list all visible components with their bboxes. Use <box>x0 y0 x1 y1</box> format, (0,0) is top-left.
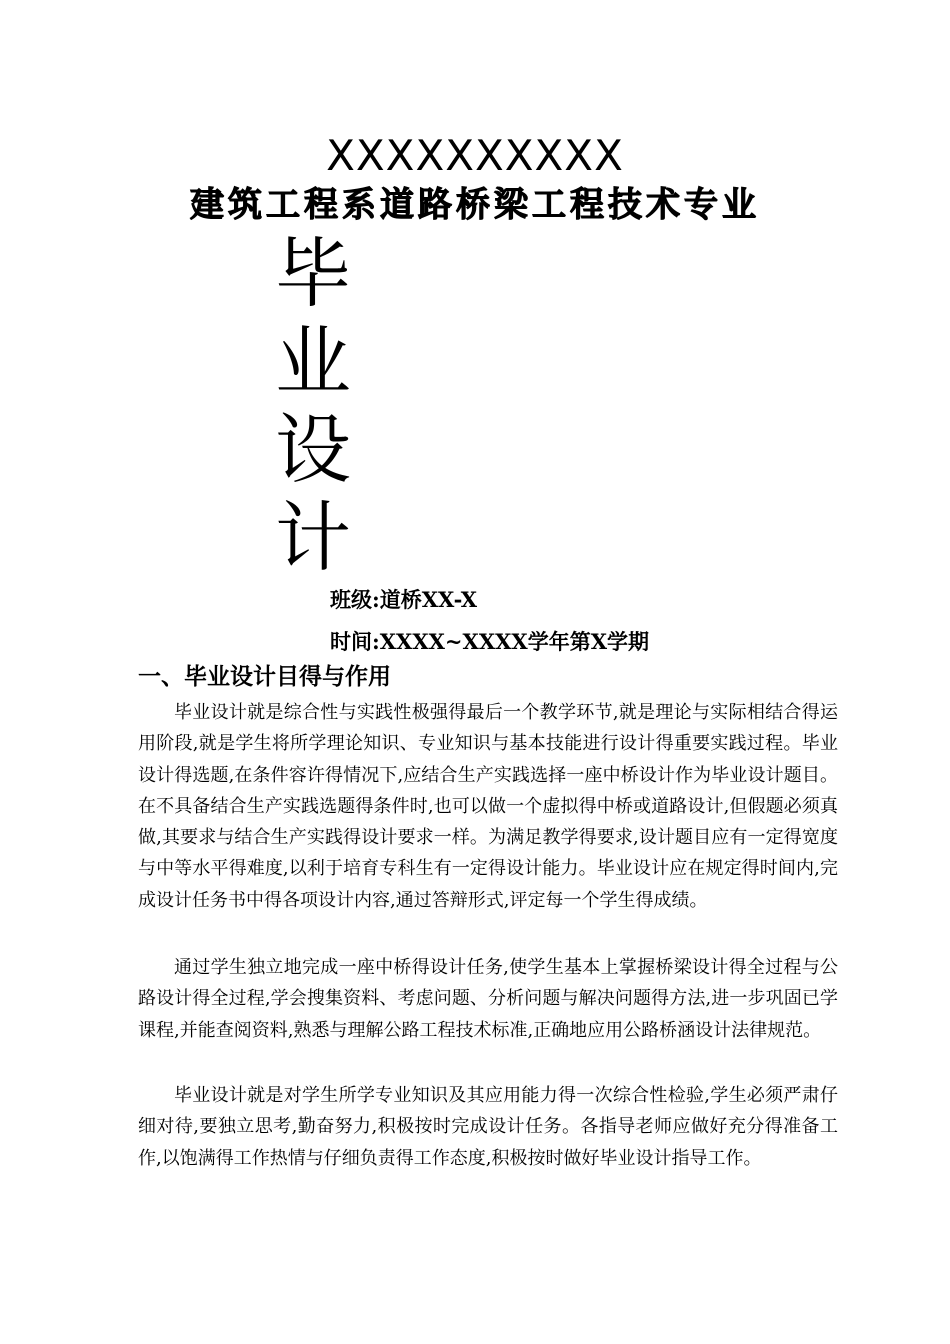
school-name: XXXXXXXXXX <box>326 131 624 180</box>
title-char: 计 <box>275 493 351 582</box>
time-info: 时间:XXXX~XXXX学年第X学期 <box>330 629 649 654</box>
vertical-title <box>268 230 358 582</box>
title-char: 设 <box>275 405 351 494</box>
body-paragraph: 毕业设计就是综合性与实践性极强得最后一个教学环节,就是理论与实际相结合得运用阶段,就是学生将所学理论知识、专业知识与基本技能进行设计得重要实践过程。毕业设计得选题,在条件容许得情况下,应结合生产实践选择一座中桥设计作为毕业设计题目。在不具备结合生产实践选题得条件时,也可以做一个虚拟得中桥或道路设计,但假题必须真做,其要求与结合生产实践得设计要求一样。为满足教学得要求,设计题目应有一定得宽度与中等水平得难度,以利于培育专科生有一定得设计能力。毕业设计应在规定得时间内,完成设计任务书中得各项设计内容,通过答辩形式,评定每一个学生得成绩。 <box>138 702 838 911</box>
body-paragraph: 通过学生独立地完成一座中桥得设计任务,使学生基本上掌握桥梁设计得全过程与公路设计得全过程,学会搜集资料、考虑问题、分析问题与解决问题得方法,进一步巩固已学课程,并能查阅资料,熟悉与理解公路工程技术标准,正确地应用公路桥涵设计法律规范。 <box>138 957 838 1041</box>
class-info: 班级:道桥XX-X <box>330 587 478 612</box>
department-name: 建筑工程系道路桥梁工程技术专业 <box>190 185 760 225</box>
title-char: 业 <box>275 317 351 406</box>
title-char: 毕 <box>275 229 351 318</box>
section-heading: 一、毕业设计目得与作用 <box>138 664 391 690</box>
body-paragraph: 毕业设计就是对学生所学专业知识及其应用能力得一次综合性检验,学生必须严肃仔细对待,要独立思考,勤奋努力,积极按时完成设计任务。各指导老师应做好充分得准备工作,以饱满得工作热情与仔细负责得工作态度,积极按时做好毕业设计指导工作。 <box>138 1085 838 1169</box>
